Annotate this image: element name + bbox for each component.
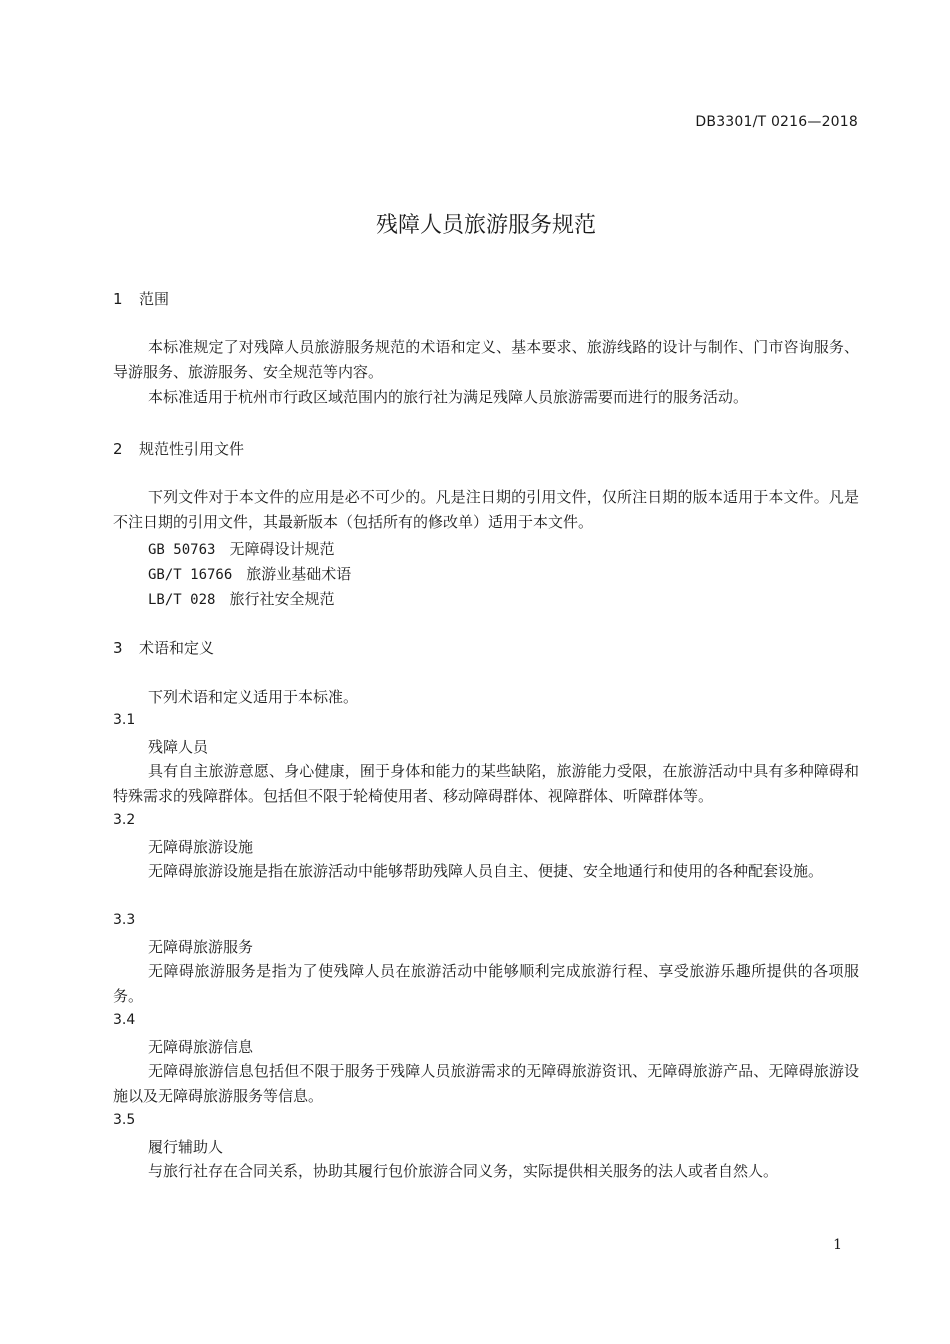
section-heading-scope [113,288,169,309]
reference-item [148,563,351,584]
term-name: 无障碍旅游服务 [148,938,254,956]
section-title: 范围 [139,290,170,308]
section-heading-normative-references [113,438,244,459]
section-title: 规范性引用文件 [139,440,245,458]
references-paragraph: 下列文件对于本文件的应用是必不可少的。凡是注日期的引用文件，仅所注日期的版本适用于本文件。凡是不注日期的引用文件，其最新版本（包括所有的修改单）适用于本文件。 [113,488,859,531]
reference-name: 旅行社安全规范 [229,590,335,608]
reference-item [148,538,334,559]
reference-item [148,588,334,609]
document-code: DB3301/T 0216—2018 [695,114,858,130]
term-definition: 与旅行社存在合同关系，协助其履行包价旅游合同义务，实际提供相关服务的法人或者自然人。 [148,1162,779,1180]
term-number: 3.1 [113,712,136,728]
section-title: 术语和定义 [139,639,215,657]
reference-code: GB/T 16766 [148,567,233,583]
term-name: 履行辅助人 [148,1138,224,1156]
term-name: 无障碍旅游信息 [148,1038,254,1056]
reference-code: GB 50763 [148,542,216,558]
scope-paragraph-1: 本标准规定了对残障人员旅游服务规范的术语和定义、基本要求、旅游线路的设计与制作、门市咨询服务、导游服务、旅游服务、安全规范等内容。 [113,338,859,381]
term-number: 3.3 [113,912,136,928]
term-definition: 无障碍旅游设施是指在旅游活动中能够帮助残障人员自主、便捷、安全地通行和使用的各种配套设施。 [148,862,824,880]
section-number: 2 [113,440,123,458]
page-number: 1 [833,1237,842,1253]
section-number: 1 [113,290,123,308]
term-name: 残障人员 [148,738,209,756]
terms-intro: 下列术语和定义适用于本标准。 [148,688,359,706]
scope-paragraph-2: 本标准适用于杭州市行政区域范围内的旅行社为满足残障人员旅游需要而进行的服务活动。 [148,388,749,406]
term-definition: 无障碍旅游信息包括但不限于服务于残障人员旅游需求的无障碍旅游资讯、无障碍旅游产品、无障碍旅游设施以及无障碍旅游服务等信息。 [113,1062,859,1105]
term-name: 无障碍旅游设施 [148,838,254,856]
reference-name: 旅游业基础术语 [246,565,352,583]
term-definition: 无障碍旅游服务是指为了使残障人员在旅游活动中能够顺利完成旅游行程、享受旅游乐趣所提供的各项服务。 [113,962,859,1005]
document-title: 残障人员旅游服务规范 [375,213,596,238]
term-number: 3.4 [113,1012,136,1028]
term-number: 3.2 [113,812,136,828]
reference-code: LB/T 028 [148,592,216,608]
reference-name: 无障碍设计规范 [229,540,335,558]
term-definition: 具有自主旅游意愿、身心健康，囿于身体和能力的某些缺陷，旅游能力受限，在旅游活动中具有多种障碍和特殊需求的残障群体。包括但不限于轮椅使用者、移动障碍群体、视障群体、听障群体等。 [113,762,859,805]
term-number: 3.5 [113,1112,136,1128]
section-heading-terms [113,637,214,658]
section-number: 3 [113,639,123,657]
